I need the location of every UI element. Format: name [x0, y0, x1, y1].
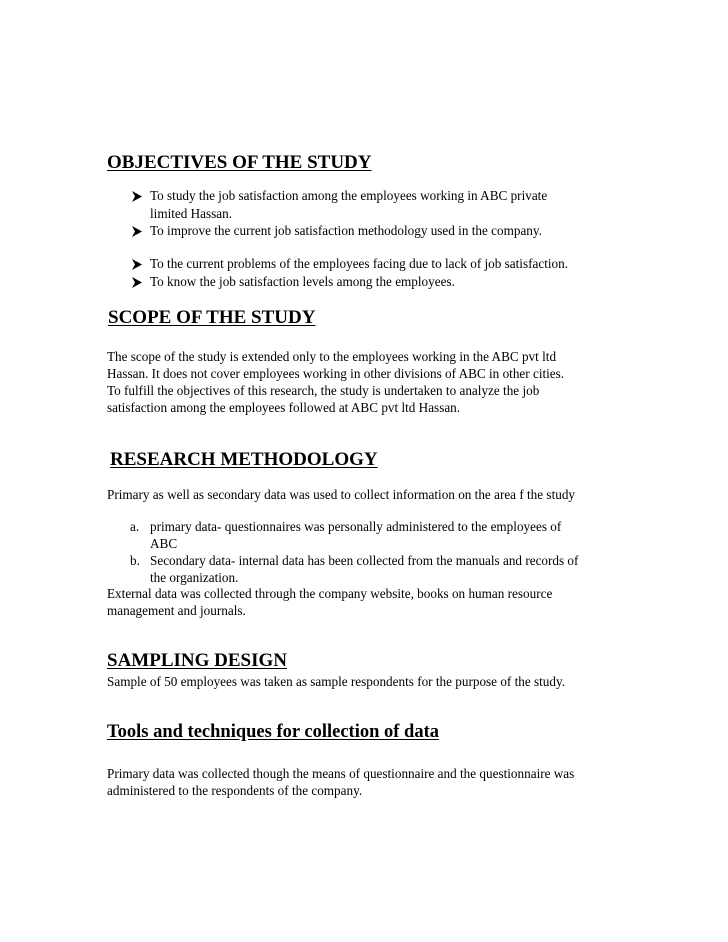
- sampling-heading: SAMPLING DESIGN: [107, 650, 287, 671]
- objective-bullet-3: To the current problems of the employees facing due to lack of job satisfaction.: [150, 256, 569, 271]
- methodology-item-a-line-2: ABC: [150, 536, 178, 551]
- objective-bullet-2: To improve the current job satisfaction methodology used in the company.: [150, 223, 542, 238]
- methodology-outro-line-2: management and journals.: [107, 603, 246, 618]
- list-marker-b: b.: [130, 553, 140, 568]
- tools-line-1: Primary data was collected though the means of questionnaire and the questionnaire was: [107, 766, 575, 781]
- arrow-bullet-icon: [130, 190, 143, 203]
- scope-heading: SCOPE OF THE STUDY: [108, 307, 316, 328]
- objective-bullet-1-line-1: To study the job satisfaction among the employees working in ABC private: [150, 188, 548, 203]
- methodology-item-b-line-1: Secondary data- internal data has been collected from the manuals and records of: [150, 553, 579, 568]
- sampling-text: Sample of 50 employees was taken as sample respondents for the purpose of the study.: [107, 674, 566, 689]
- scope-line-4: satisfaction among the employees followed at ABC pvt ltd Hassan.: [107, 400, 461, 415]
- arrow-bullet-icon: [130, 225, 143, 238]
- arrow-bullet-icon: [130, 258, 143, 271]
- tools-line-2: administered to the respondents of the company.: [107, 783, 363, 798]
- methodology-outro-line-1: External data was collected through the company website, books on human resource: [107, 586, 553, 601]
- methodology-heading: RESEARCH METHODOLOGY: [110, 449, 378, 470]
- list-marker-a: a.: [130, 519, 140, 534]
- scope-line-1: The scope of the study is extended only to the employees working in the ABC pvt ltd: [107, 349, 557, 364]
- objective-bullet-1-line-2: limited Hassan.: [150, 206, 233, 221]
- scope-line-3: To fulfill the objectives of this research, the study is undertaken to analyze the job: [107, 383, 540, 398]
- scope-line-2: Hassan. It does not cover employees working in other divisions of ABC in other cities.: [107, 366, 565, 381]
- arrow-bullet-icon: [130, 276, 143, 289]
- objectives-heading: OBJECTIVES OF THE STUDY: [107, 152, 372, 173]
- methodology-item-a-line-1: primary data- questionnaires was personally administered to the employees of: [150, 519, 562, 534]
- objective-bullet-4: To know the job satisfaction levels among the employees.: [150, 274, 455, 289]
- methodology-intro: Primary as well as secondary data was used to collect information on the area f the study: [107, 487, 576, 502]
- methodology-item-b-line-2: the organization.: [150, 570, 239, 585]
- tools-heading: Tools and techniques for collection of data: [107, 722, 439, 742]
